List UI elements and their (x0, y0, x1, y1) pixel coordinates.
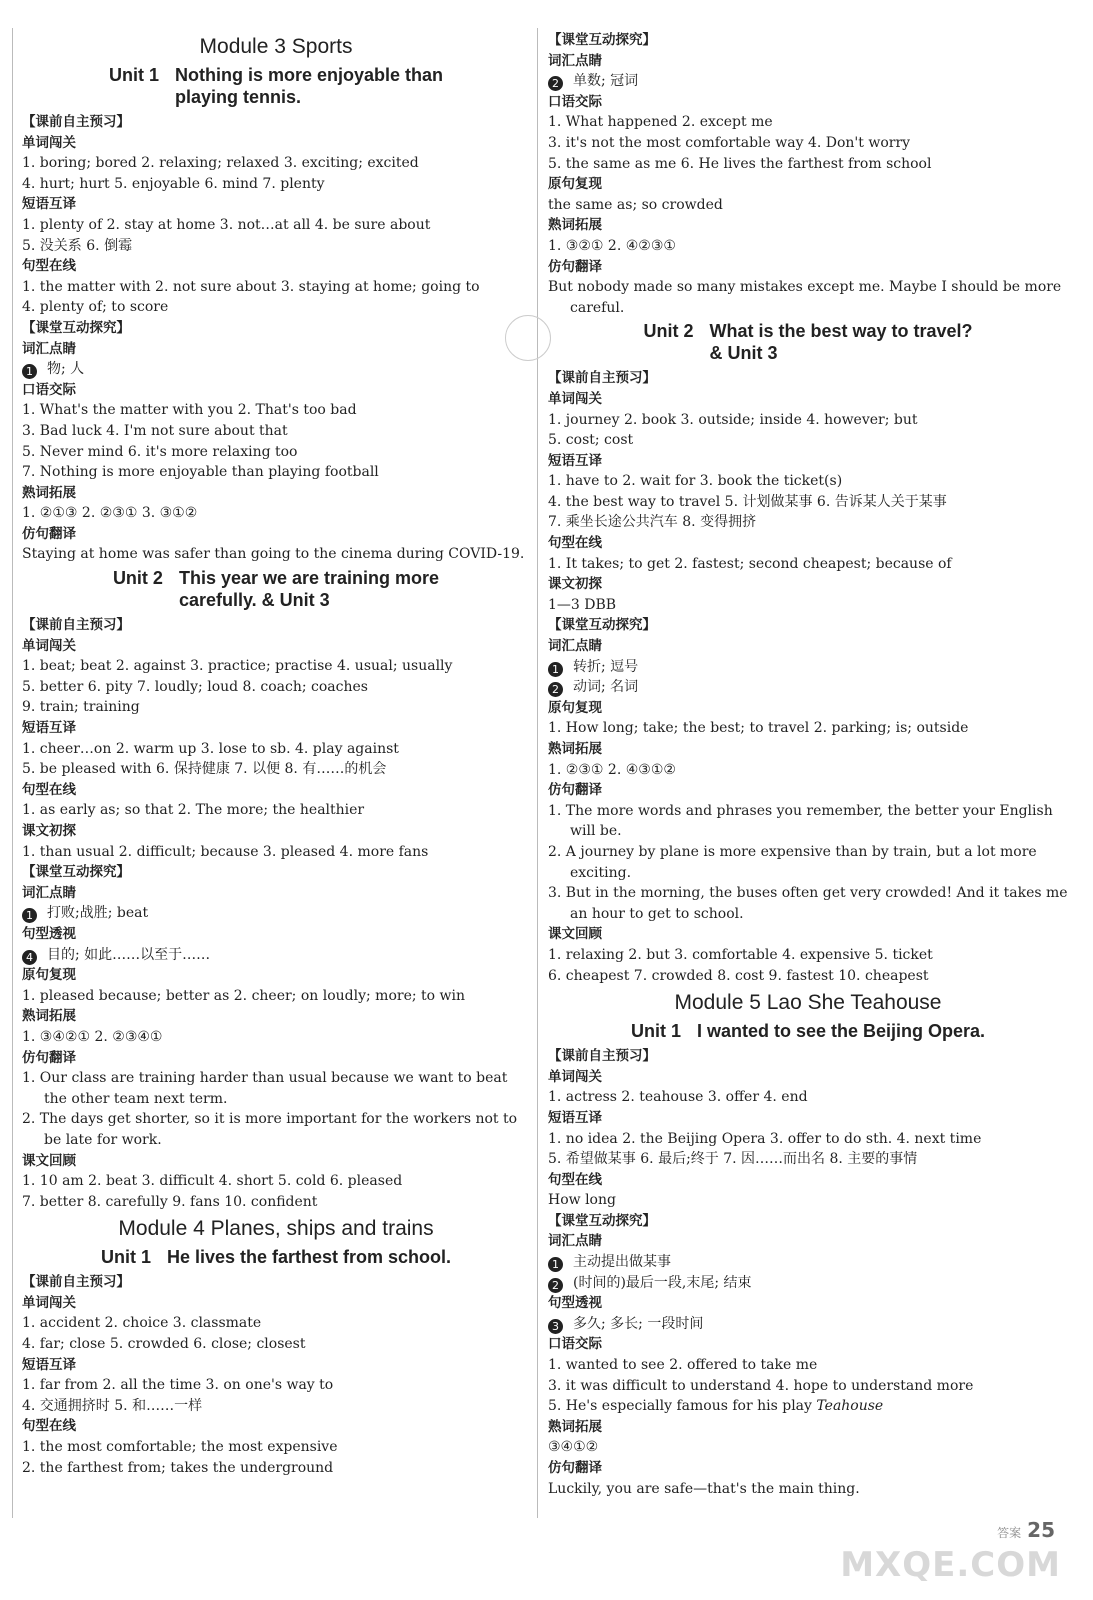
circled-number-icon: 3 (548, 1319, 563, 1334)
answer-line (548, 1149, 1068, 1170)
vocab-item (548, 71, 1068, 92)
section-heading: 【课堂互动探究】 (22, 864, 130, 881)
item-text: 打败;战胜; beat (47, 905, 149, 922)
answer-line (22, 1171, 530, 1192)
section-heading: 【课前自主预习】 (548, 1048, 656, 1065)
answer-line (22, 174, 530, 195)
answer-text: 1. boring; bored 2. relaxing; relaxed 3. exciting; excited (22, 155, 419, 172)
answer-line (548, 1479, 1068, 1500)
answer-line (548, 718, 1068, 739)
unit-heading (22, 1246, 530, 1268)
vocab-item (548, 657, 1068, 678)
sub-heading: 口语交际 (22, 381, 76, 398)
answer-text: 9. train; training (22, 699, 140, 716)
sub-heading: 短语互译 (548, 1109, 602, 1126)
answer-block (22, 636, 530, 863)
vocab-item (548, 1314, 1068, 1335)
answer-line (548, 1355, 1068, 1376)
answer-line (22, 544, 530, 565)
sub-heading: 仿句翻译 (22, 525, 76, 542)
sub-heading: 课文回顾 (548, 926, 602, 943)
answer-line (22, 153, 530, 174)
unit-title: He lives the farthest from school. (166, 1247, 452, 1268)
answer-block (548, 51, 1068, 319)
answer-text: 7. 乘坐长途公共汽车 8. 变得拥挤 (548, 514, 757, 531)
answer-text: 4. plenty of; to score (22, 299, 169, 316)
vocab-item (22, 359, 530, 380)
sub-heading: 课文初探 (22, 823, 76, 839)
answer-block (548, 1231, 1068, 1499)
answer-line (548, 801, 1068, 842)
answer-block (22, 339, 530, 566)
answer-text: 1. Our class are training harder than usual because we want to beat the other team next term. (22, 1070, 508, 1107)
answer-text: 1. beat; beat 2. against 3. practice; practise 4. usual; usually (22, 658, 453, 675)
answer-line (22, 1109, 530, 1150)
sub-heading: 句型透视 (22, 925, 76, 942)
answer-line (548, 1190, 1068, 1211)
sub-heading: 熟词拓展 (548, 1418, 602, 1435)
answer-text: 5. 希望做某事 6. 最后;终于 7. 因……而出名 8. 主要的事情 (548, 1151, 918, 1168)
answer-text: 1. ②③① 2. ④③①② (548, 761, 676, 778)
answer-line (548, 883, 1068, 924)
circled-number-icon: 1 (22, 908, 37, 923)
answer-text: 4. far; close 5. crowded 6. close; closest (22, 1336, 306, 1353)
unit-heading (548, 320, 1068, 364)
sub-heading: 仿句翻译 (548, 258, 602, 275)
answer-line (22, 739, 530, 760)
unit-label: Unit 2 (112, 568, 163, 589)
answer-block (548, 1067, 1068, 1211)
answer-line (22, 800, 530, 821)
answer-line (22, 1027, 530, 1048)
answer-line (22, 1375, 530, 1396)
answer-text: the same as; so crowded (548, 196, 723, 213)
sub-heading: 熟词拓展 (22, 484, 76, 501)
answer-text: 1. How long; take; the best; to travel 2. parking; is; outside (548, 720, 969, 737)
sub-heading: 句型在线 (22, 781, 76, 798)
item-text: 转折; 逗号 (573, 658, 639, 675)
answer-text: 4. 交通拥挤时 5. 和……一样 (22, 1397, 203, 1414)
unit-title: carefully. & Unit 3 (178, 590, 330, 611)
answer-line (548, 430, 1068, 451)
unit-heading (22, 567, 530, 611)
answer-block (22, 1293, 530, 1478)
circled-number-icon: 4 (22, 950, 37, 965)
answer-text: But nobody made so many mistakes except me. Maybe I should be more careful. (548, 279, 1062, 316)
sub-heading: 仿句翻译 (548, 782, 602, 799)
sub-heading: 单词闯关 (22, 134, 76, 151)
sub-heading: 词汇点睛 (22, 884, 76, 901)
sub-heading: 单词闯关 (548, 390, 602, 407)
answer-line (548, 492, 1068, 513)
answer-text: 1. 10 am 2. beat 3. difficult 4. short 5. cold 6. pleased (22, 1173, 403, 1190)
answer-line (548, 1437, 1068, 1458)
circled-number-icon: 1 (548, 662, 563, 677)
answer-line (22, 1068, 530, 1109)
sub-heading: 句型透视 (548, 1295, 602, 1312)
item-text: 目的; 如此……以至于…… (47, 946, 211, 963)
unit-label: Unit 1 (108, 65, 159, 85)
answer-text: 4. hurt; hurt 5. enjoyable 6. mind 7. plenty (22, 175, 325, 192)
sub-heading: 仿句翻译 (548, 1460, 602, 1476)
answer-text: 2. The days get shorter, so it is more important for the workers not to be late for work. (22, 1111, 518, 1148)
italic-title: Teahouse (816, 1398, 884, 1415)
answer-line (548, 195, 1068, 216)
answer-line (548, 133, 1068, 154)
answer-text: 7. better 8. carefully 9. fans 10. confident (22, 1193, 318, 1210)
unit-heading (548, 1020, 1068, 1042)
answer-text: 5. 没关系 6. 倒霉 (22, 237, 133, 254)
answer-text: 1. ③②① 2. ④②③① (548, 237, 676, 254)
answer-block (548, 389, 1068, 616)
answer-text: 1. far from 2. all the time 3. on one's way to (22, 1377, 334, 1394)
item-text: 单数; 冠词 (573, 73, 639, 90)
answer-line (548, 1129, 1068, 1150)
answer-line (548, 471, 1068, 492)
footer-label: 答案 (997, 1526, 1022, 1540)
answer-text: 1. than usual 2. difficult; because 3. pleased 4. more fans (22, 843, 429, 860)
sub-heading: 短语互译 (22, 196, 76, 213)
sub-heading: 熟词拓展 (548, 217, 602, 234)
answer-text: 4. the best way to travel 5. 计划做某事 6. 告诉某人关于某事 (548, 493, 947, 510)
unit-label: Unit 1 (630, 1021, 681, 1042)
answer-text: 5. be pleased with 6. 保持健康 7. 以便 8. 有……的机会 (22, 761, 387, 778)
vocab-item (22, 945, 530, 966)
circled-number-icon: 2 (548, 76, 563, 91)
answer-line (22, 842, 530, 863)
sub-heading: 单词闯关 (548, 1068, 602, 1085)
answer-text: 1. ②①③ 2. ②③① 3. ③①② (22, 505, 198, 522)
answer-line (548, 112, 1068, 133)
answer-line (548, 1376, 1068, 1397)
sub-heading: 词汇点睛 (22, 340, 76, 357)
unit-label: Unit 2 (643, 321, 694, 342)
module-5-title: Module 5 Lao She Teahouse (674, 991, 942, 1015)
sub-heading: 句型在线 (548, 1171, 602, 1188)
unit-title: What is the best way to travel? (709, 321, 973, 342)
circled-number-icon: 1 (22, 364, 37, 379)
answer-text: 3. it's not the most comfortable way 4. Don't worry (548, 134, 911, 151)
answer-line (22, 1458, 530, 1479)
right-column (548, 30, 1068, 1540)
answer-line (548, 512, 1068, 533)
sub-heading: 词汇点睛 (548, 52, 602, 69)
answer-text: 1. What's the matter with you 2. That's too bad (22, 402, 357, 419)
item-text: 物; 人 (47, 361, 85, 378)
answer-line (22, 1313, 530, 1334)
section-heading: 【课堂互动探究】 (548, 1212, 656, 1229)
answer-text: 5. the same as me 6. He lives the farthest from school (548, 155, 932, 172)
answer-line (22, 421, 530, 442)
answer-line (22, 503, 530, 524)
answer-line (22, 400, 530, 421)
unit-title: I wanted to see the Beijing Opera. (696, 1021, 986, 1042)
answer-line (548, 236, 1068, 257)
answer-line (22, 677, 530, 698)
answer-text: 1. ③④②① 2. ②③④① (22, 1028, 163, 1045)
answer-text: 1. the most comfortable; the most expensive (22, 1439, 338, 1456)
circled-number-icon: 1 (548, 1257, 563, 1272)
item-text: 主动提出做某事 (573, 1254, 671, 1271)
answer-text: 2. the farthest from; takes the underground (22, 1459, 334, 1476)
answer-text: 7. Nothing is more enjoyable than playing football (22, 464, 379, 481)
answer-text: 1. as early as; so that 2. The more; the healthier (22, 802, 365, 819)
answer-text: Luckily, you are safe—that's the main thing. (548, 1480, 860, 1497)
item-text: 动词; 名词 (573, 679, 639, 696)
answer-line (22, 986, 530, 1007)
answer-text: 1. the matter with 2. not sure about 3. staying at home; going to (22, 278, 480, 295)
answer-text: 1. wanted to see 2. offered to take me (548, 1357, 818, 1374)
unit-title: This year we are training more (178, 568, 440, 589)
answer-text: 1. journey 2. book 3. outside; inside 4. however; but (548, 411, 918, 428)
answer-text: 5. Never mind 6. it's more relaxing too (22, 443, 298, 460)
sub-heading: 口语交际 (548, 1336, 602, 1353)
sub-heading: 课文回顾 (22, 1152, 76, 1169)
module-4-title: Module 4 Planes, ships and trains (118, 1217, 434, 1241)
left-column (22, 30, 530, 1540)
answer-text: 1. relaxing 2. but 3. comfortable 4. expensive 5. ticket (548, 946, 933, 963)
answer-line (22, 656, 530, 677)
item-text: 多久; 多长; 一段时间 (573, 1315, 704, 1332)
answer-text: 1. plenty of 2. stay at home 3. not…at all 4. be sure about (22, 216, 431, 233)
answer-line (548, 966, 1068, 987)
sub-heading: 熟词拓展 (22, 1008, 76, 1025)
sub-heading: 短语互译 (22, 1356, 76, 1373)
page-footer (997, 1518, 1055, 1542)
section-heading: 【课堂互动探究】 (22, 319, 130, 336)
answer-line (548, 842, 1068, 883)
answer-line (548, 410, 1068, 431)
answer-block (548, 636, 1068, 986)
sub-heading: 词汇点睛 (548, 638, 602, 655)
answer-text: 1. cheer…on 2. warm up 3. lose to sb. 4. play against (22, 740, 399, 757)
answer-line (548, 277, 1068, 318)
page-number: 25 (1027, 1518, 1055, 1542)
sub-heading: 单词闯关 (22, 637, 76, 654)
answer-text: 5. He's especially famous for his play (548, 1398, 817, 1415)
circled-number-icon: 2 (548, 682, 563, 697)
vocab-item (548, 677, 1068, 698)
answer-line (22, 297, 530, 318)
sub-heading: 原句复现 (548, 699, 602, 716)
answer-line (22, 462, 530, 483)
answer-text: How long (548, 1192, 616, 1209)
circled-number-icon: 2 (548, 1278, 563, 1293)
sub-heading: 句型在线 (22, 1418, 76, 1435)
answer-line (22, 442, 530, 463)
answer-text: 3. But in the morning, the buses often get very crowded! And it takes me an hour to get to school. (548, 885, 1068, 922)
sub-heading: 口语交际 (548, 93, 602, 110)
answer-line (22, 215, 530, 236)
answer-text: 1. The more words and phrases you remember, the better your English will be. (548, 802, 1053, 840)
answer-line (548, 154, 1068, 175)
vocab-item (548, 1273, 1068, 1294)
answer-line (22, 1334, 530, 1355)
answer-line (548, 1396, 1068, 1417)
answer-text: 1. actress 2. teahouse 3. offer 4. end (548, 1089, 808, 1106)
answer-line (548, 554, 1068, 575)
answer-text: 1—3 DBB (548, 596, 617, 613)
sub-heading: 原句复现 (548, 176, 602, 193)
module-3-title: Module 3 Sports (199, 35, 353, 58)
left-rule (12, 28, 13, 1518)
sub-heading: 句型在线 (548, 535, 602, 552)
answer-text: 1. accident 2. choice 3. classmate (22, 1315, 262, 1332)
unit-title: & Unit 3 (709, 343, 778, 364)
unit-label: Unit 1 (100, 1247, 151, 1268)
answer-block (22, 883, 530, 1213)
unit-heading (22, 64, 530, 108)
answer-text: 1. no idea 2. the Beijing Opera 3. offer to do sth. 4. next time (548, 1130, 982, 1147)
vocab-item (22, 903, 530, 924)
answer-line (22, 1437, 530, 1458)
unit-title: Nothing is more enjoyable than (174, 65, 444, 85)
section-heading: 【课前自主预习】 (22, 114, 130, 130)
answer-line (22, 697, 530, 718)
answer-line (22, 759, 530, 780)
sub-heading: 单词闯关 (22, 1294, 76, 1311)
answer-line (22, 1396, 530, 1417)
section-heading: 【课堂互动探究】 (548, 617, 656, 634)
column-divider (537, 28, 538, 1518)
answer-line (548, 1087, 1068, 1108)
answer-text: 1. pleased because; better as 2. cheer; on loudly; more; to win (22, 987, 466, 1004)
answer-text: 1. What happened 2. except me (548, 114, 773, 131)
answer-text: 3. Bad luck 4. I'm not sure about that (22, 422, 288, 439)
answer-line (22, 277, 530, 298)
answer-line (548, 760, 1068, 781)
sub-heading: 词汇点睛 (548, 1233, 602, 1250)
sub-heading: 句型在线 (22, 258, 76, 275)
answer-text: 1. It takes; to get 2. fastest; second cheapest; because of (548, 555, 952, 572)
answer-line (548, 595, 1068, 616)
sub-heading: 短语互译 (548, 452, 602, 469)
answer-text: 3. it was difficult to understand 4. hope to understand more (548, 1377, 974, 1394)
sub-heading: 原句复现 (22, 967, 76, 984)
unit-title: playing tennis. (174, 87, 302, 107)
sub-heading: 熟词拓展 (548, 741, 602, 757)
sub-heading: 短语互译 (22, 720, 76, 737)
section-heading: 【课堂互动探究】 (548, 32, 656, 48)
answer-text: 2. A journey by plane is more expensive than by train, but a lot more exciting. (548, 843, 1037, 881)
answer-line (22, 236, 530, 257)
answer-text: 5. cost; cost (548, 432, 634, 449)
section-heading: 【课前自主预习】 (22, 617, 130, 634)
answer-text: Staying at home was safer than going to the cinema during COVID-19. (22, 546, 525, 563)
section-heading: 【课前自主预习】 (22, 1274, 130, 1291)
answer-text: 1. have to 2. wait for 3. book the ticket(s) (548, 473, 843, 490)
sub-heading: 仿句翻译 (22, 1049, 76, 1066)
answer-line (22, 1192, 530, 1213)
answer-text: 5. better 6. pity 7. loudly; loud 8. coach; coaches (22, 678, 368, 695)
vocab-item (548, 1252, 1068, 1273)
watermark: MXQE.COM (840, 1545, 1061, 1585)
answer-text: ③④①② (548, 1439, 599, 1456)
answer-line (548, 945, 1068, 966)
answer-block (22, 133, 530, 318)
answer-text: 6. cheapest 7. crowded 8. cost 9. fastest 10. cheapest (548, 967, 929, 984)
sub-heading: 课文初探 (548, 576, 602, 593)
item-text: (时间的)最后一段,末尾; 结束 (573, 1274, 752, 1291)
section-heading: 【课前自主预习】 (548, 370, 656, 387)
